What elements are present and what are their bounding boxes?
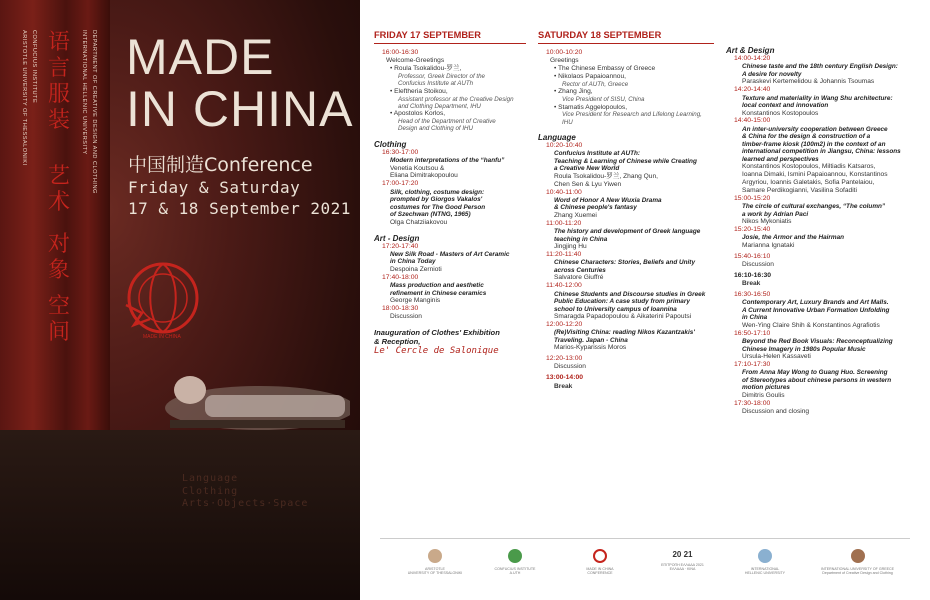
talk-title: From Anna May Wong to Guang Huo. Screening: [742, 369, 888, 377]
inauguration-title: Inauguration of Clothes' Exhibition: [374, 328, 500, 338]
auth-logo-icon: [428, 549, 442, 563]
time-label: 18:00-18:30: [382, 304, 419, 312]
time-label: 14:00-14:20: [734, 55, 771, 62]
speaker-role: Professor, Greek Director of the: [398, 73, 486, 81]
tagline-clothing: Clothing: [182, 485, 239, 497]
time-label: 11:40-12:00: [546, 282, 582, 290]
time-label: 12:20-13:00: [546, 355, 583, 363]
talk-title: Word of Honor A New Wuxia Drama: [554, 196, 662, 204]
talk-title: motion pictures: [742, 384, 790, 392]
talk-title: timber-frame kiosk (100m2) in the context of an: [742, 140, 886, 148]
ihu-vertical-text: INTERNATIONAL HELLENIC UNIVERSITY: [81, 30, 87, 155]
logo-label: Department of Creative Design and Clothing: [822, 571, 893, 576]
talk-title: in China: [742, 314, 768, 322]
section-art-design: Art - Design: [374, 233, 420, 243]
talk-title: learned and perspectives: [742, 155, 819, 163]
discussion-label: Discussion: [742, 261, 774, 269]
talk-title: a Creative New World: [554, 165, 620, 173]
talk-title: school to University campus of Ioannina: [554, 305, 677, 313]
talk-title: a work by Adrian Paci: [742, 210, 809, 218]
welcome-title: Welcome-Greetings: [386, 57, 445, 65]
discussion-label: Discussion: [390, 313, 422, 321]
time-label: 10:40-11:00: [546, 188, 582, 196]
talk-title: local context and innovation: [742, 102, 829, 109]
logo-label: INTERNATIONAL: [750, 567, 780, 571]
time-label: 10:20-10:40: [546, 142, 583, 150]
logo-label: CONFERENCE: [587, 571, 613, 576]
presenter: George Manginis: [390, 297, 441, 305]
talk-title: of Szechwan (NTNG, 1965): [390, 211, 471, 219]
saturday-header: SATURDAY 18 SEPTEMBER: [538, 30, 714, 44]
presenter: Konstantinos Kostopoulos, Miltiadis Katsaros,: [742, 163, 876, 171]
speaker-role: and Clothing Department, IHU: [398, 102, 481, 110]
talk-title: international competition in Jiangsu, China: lessons: [742, 148, 901, 156]
presenter: Zhang Xuemei: [554, 211, 597, 219]
talk-title: Modern interpretations of the “hanfu”: [390, 157, 505, 164]
seal-logo-icon: [120, 255, 206, 341]
presenter: Chen Sen & Lyu Yiwen: [554, 180, 622, 188]
talk-title: Josie, the Armor and the Hairman: [742, 234, 845, 242]
time-label: 14:20-14:40: [734, 86, 771, 94]
talk-title: Beyond the Red Book Visuals: Reconceptualizing: [742, 338, 893, 346]
inauguration-venue: Le' Cercle de Salonique: [374, 346, 499, 357]
univ-vertical-text: ARISTOTLE UNIVERSITY OF THESSALONIKI: [21, 30, 27, 166]
talk-title: A Current Innovative Urban Formation Unfolding: [742, 306, 890, 314]
saturday-column: [538, 30, 714, 391]
ihu-logo-icon: [758, 549, 772, 563]
presenter: Jingjing Hu: [554, 243, 587, 251]
logo-label: UNIVERSITY OF THESSALONIKI: [407, 571, 463, 576]
time-label: 16:50-17:10: [734, 329, 771, 337]
logo-caption: MADE IN CHINA: [143, 334, 181, 340]
chinese-words-col3: 对象: [48, 232, 71, 283]
confucius-logo-icon: [508, 549, 522, 563]
speaker-name: • The Chinese Embassy of Greece: [554, 65, 656, 73]
logo-label: INTERNATIONAL UNIVERSITY OF GREECE: [820, 567, 895, 571]
friday-column: [374, 30, 526, 356]
logo-confucius: [480, 549, 550, 576]
talk-title: Silk, clothing, costume design:: [390, 188, 485, 196]
presenter: Paraskevi Kertemelidou & Johannis Tsoumas: [742, 78, 875, 86]
time-label: 17:40-18:00: [382, 273, 419, 281]
time-label: 10:00-10:20: [546, 49, 583, 56]
greetings-title: Greetings: [550, 57, 579, 65]
presenter: Nikos Mykoniatis: [742, 218, 792, 226]
dates-line2: 17 & 18 September 2021: [128, 199, 351, 218]
reclining-figure: [150, 360, 350, 440]
time-label: 17:00-17:20: [382, 180, 419, 188]
chinese-words-col2: 艺术: [48, 164, 71, 215]
break-label: Break: [742, 280, 761, 288]
section-art-design: Art & Design: [726, 46, 775, 55]
presenter: Venetia Koutsou &: [390, 164, 445, 172]
speaker-role: Design and Clothing of IHU: [398, 125, 473, 133]
presenter: Eliana Dimitrakopoulou: [390, 172, 458, 180]
speaker-role: Vice President for Research and Lifelong Learning,: [562, 111, 702, 119]
time-label: 11:20-11:40: [546, 251, 582, 259]
talk-title: Texture and materiality in Wang Shu architecture:: [742, 94, 893, 102]
time-label: 17:10-17:30: [734, 361, 771, 369]
presenter: Despoina Zernioti: [390, 265, 442, 273]
dates-line1: Friday & Saturday: [128, 178, 301, 197]
talk-title: costumes for The Good Person: [390, 203, 486, 211]
logo-label: MADE IN CHINA: [586, 567, 614, 571]
talk-title: Mass production and aesthetic: [390, 282, 484, 290]
talk-title: across Centuries: [554, 266, 606, 274]
inauguration-title: & Reception,: [374, 337, 421, 347]
presenter: Argyriou, Ioannis Galetakis, Sofia Pantelaiou,: [742, 179, 875, 187]
logo-label: A.UTH: [509, 571, 521, 576]
discussion-label: Discussion: [554, 363, 586, 371]
speaker-name: • Nikolaos Papaioannou,: [554, 73, 626, 81]
talk-title: Chinese Students and Discourse studies in Greek: [554, 290, 706, 298]
time-label: 13:00-14:00: [546, 374, 584, 382]
talk-title: refinement in Chinese ceramics: [390, 289, 487, 297]
closing-label: Discussion and closing: [742, 408, 810, 416]
time-label: 15:00-15:20: [734, 194, 771, 202]
time-label: 15:40-16:10: [734, 252, 771, 260]
talk-title: Contemporary Art, Luxury Brands and Art Malls.: [742, 299, 889, 307]
chinese-words-col1: 语言 服装: [48, 30, 71, 133]
tagline-arts: Arts·Objects·Space: [182, 498, 309, 509]
poster-image: [0, 0, 360, 600]
speaker-role: Head of the Department of Creative: [398, 118, 496, 126]
speaker-role: Assistant professor at the Creative Design: [398, 95, 514, 103]
time-label: 16:00-16:30: [382, 49, 419, 56]
presenter: Samare Perdikogianni, Vasilina Sofaditi: [742, 186, 857, 194]
poster-tagline: [182, 473, 308, 511]
time-label: 12:00-12:20: [546, 320, 583, 328]
speaker-role: Vice President of SISU, China: [562, 96, 645, 104]
logo-ihu: [730, 549, 800, 576]
talk-title: Chinese taste and the 18th century English Design:: [742, 63, 898, 71]
talk-title: New Silk Road - Masters of Art Ceramic: [390, 250, 510, 258]
time-label: 16:30-17:00: [382, 148, 419, 156]
chinese-words-col4: 空间: [48, 294, 71, 345]
talk-title: & China for the design & construction of a: [742, 133, 871, 141]
talk-title: An inter-university cooperation between Greece: [742, 125, 888, 133]
speaker-role: Rector of AUTh, Greece: [562, 81, 629, 89]
talk-title: The history and development of Greek language: [554, 228, 701, 236]
presenter: Konstantinos Kostopoulos: [742, 109, 819, 117]
speaker-name: • Apostolos Korlos,: [390, 110, 446, 118]
presenter: Roula Tsokalidou-罗兰, Zhang Qun,: [554, 172, 658, 180]
speaker-name: • Stamatis Aggelopoulos,: [554, 103, 628, 111]
talk-title: A desire for novelty: [742, 70, 802, 78]
logo-label: ΕΠΙΤΡΟΠΗ ΕΛΛΑΔΑ 2021: [661, 563, 704, 567]
talk-title: Public Education: A case study from primary: [554, 298, 690, 306]
time-label: 17:20-17:40: [382, 242, 419, 250]
presenter: Marios-Kyparissis Moros: [554, 344, 627, 352]
title-made: MADE: [126, 29, 275, 85]
presenter: Olga Chatziiakovou: [390, 218, 448, 226]
speaker-name: • Eleftheria Stoikou,: [390, 87, 448, 95]
friday-header: FRIDAY 17 SEPTEMBER: [374, 30, 526, 44]
talk-title: Teaching & Learning of Chinese while Creating: [554, 157, 697, 165]
presenter: Ursula-Helen Kassaveti: [742, 353, 811, 361]
logo-2021-text: 20 21: [672, 550, 693, 559]
presenter: Wen-Ying Claire Shih & Konstantinos Agrafiotis: [742, 321, 880, 329]
tagline-language: Language: [182, 473, 239, 484]
logo-label: ΕΛΛΑΔΑ · ΚΙΝΑ: [669, 567, 696, 572]
presenter: Salvatore Giuffré: [554, 274, 604, 282]
logo-greece-2021: [645, 549, 720, 572]
section-clothing: Clothing: [374, 139, 407, 149]
talk-title: (Re)Visiting China: reading Nikos Kazantzakis': [554, 329, 695, 337]
logo-label: CONFUCIUS INSTITUTE: [494, 567, 536, 571]
talk-title: Confucius Institute at AUTh:: [554, 150, 641, 158]
talk-title: & Chinese people's fantasy: [554, 204, 637, 212]
presenter: Dimitris Goulis: [742, 391, 785, 399]
time-label: 11:00-11:20: [546, 219, 582, 227]
talk-title: Traveling. Japan - China: [554, 336, 628, 344]
conference-title: 中国制造Conference: [128, 154, 313, 176]
time-label: 16:30-16:50: [734, 291, 771, 299]
time-label: 14:40-15:00: [734, 117, 771, 125]
speaker-role: Confucius Institute at AUTh: [398, 80, 474, 88]
logo-made-in-china: [565, 549, 635, 576]
speaker-name: • Roula Tsokalidou-罗兰,: [390, 65, 462, 73]
time-label: 15:20-15:40: [734, 226, 771, 234]
talk-title: Chinese Imagery in 1980s Popular Music: [742, 345, 866, 353]
talk-title: teaching in China: [554, 235, 608, 243]
talk-title: prompted by Giorgos Vakalos': [390, 196, 483, 204]
title-in-china: IN CHINA: [126, 81, 354, 137]
floor-shadow: [0, 430, 360, 600]
speaker-role: IHU: [562, 118, 573, 126]
talk-title: of Stereotypes about chinese persons in western: [742, 376, 892, 384]
speaker-name: • Zhang Jing,: [554, 88, 593, 96]
presenter: Ioanna Dimaki, Ismini Papaioannou, Konstantinos: [742, 171, 888, 179]
iug-logo-icon: [851, 549, 865, 563]
presenter: Marianna Ignataki: [742, 241, 795, 249]
break-label: Break: [554, 382, 573, 390]
talk-title: Chinese Characters: Stories, Beliefs and Unity: [554, 259, 695, 267]
time-label: 17:30-18:00: [734, 399, 771, 407]
art-design-column: [726, 46, 924, 416]
talk-title: in China Today: [390, 258, 436, 266]
logo-auth: [400, 549, 470, 576]
institute-vertical-text: CONFUCIUS INSTITUTE: [31, 30, 37, 104]
time-label: 16:10-16:30: [734, 271, 772, 279]
logo-iug: [810, 549, 905, 576]
mic-logo-icon: [593, 549, 607, 563]
sponsor-logos: [380, 538, 910, 593]
section-language: Language: [538, 133, 576, 143]
logo-label: HELLENIC UNIVERSITY: [744, 571, 786, 576]
dept-vertical-text: DEPARTMENT OF CREATIVE DESIGN AND CLOTHING: [91, 30, 97, 194]
talk-title: The circle of cultural exchanges, “The column”: [742, 203, 886, 211]
logo-label: ARISTOTLE: [425, 567, 445, 571]
presenter: Smaragda Papadopoulou & Aikaterini Papoutsi: [554, 313, 692, 321]
